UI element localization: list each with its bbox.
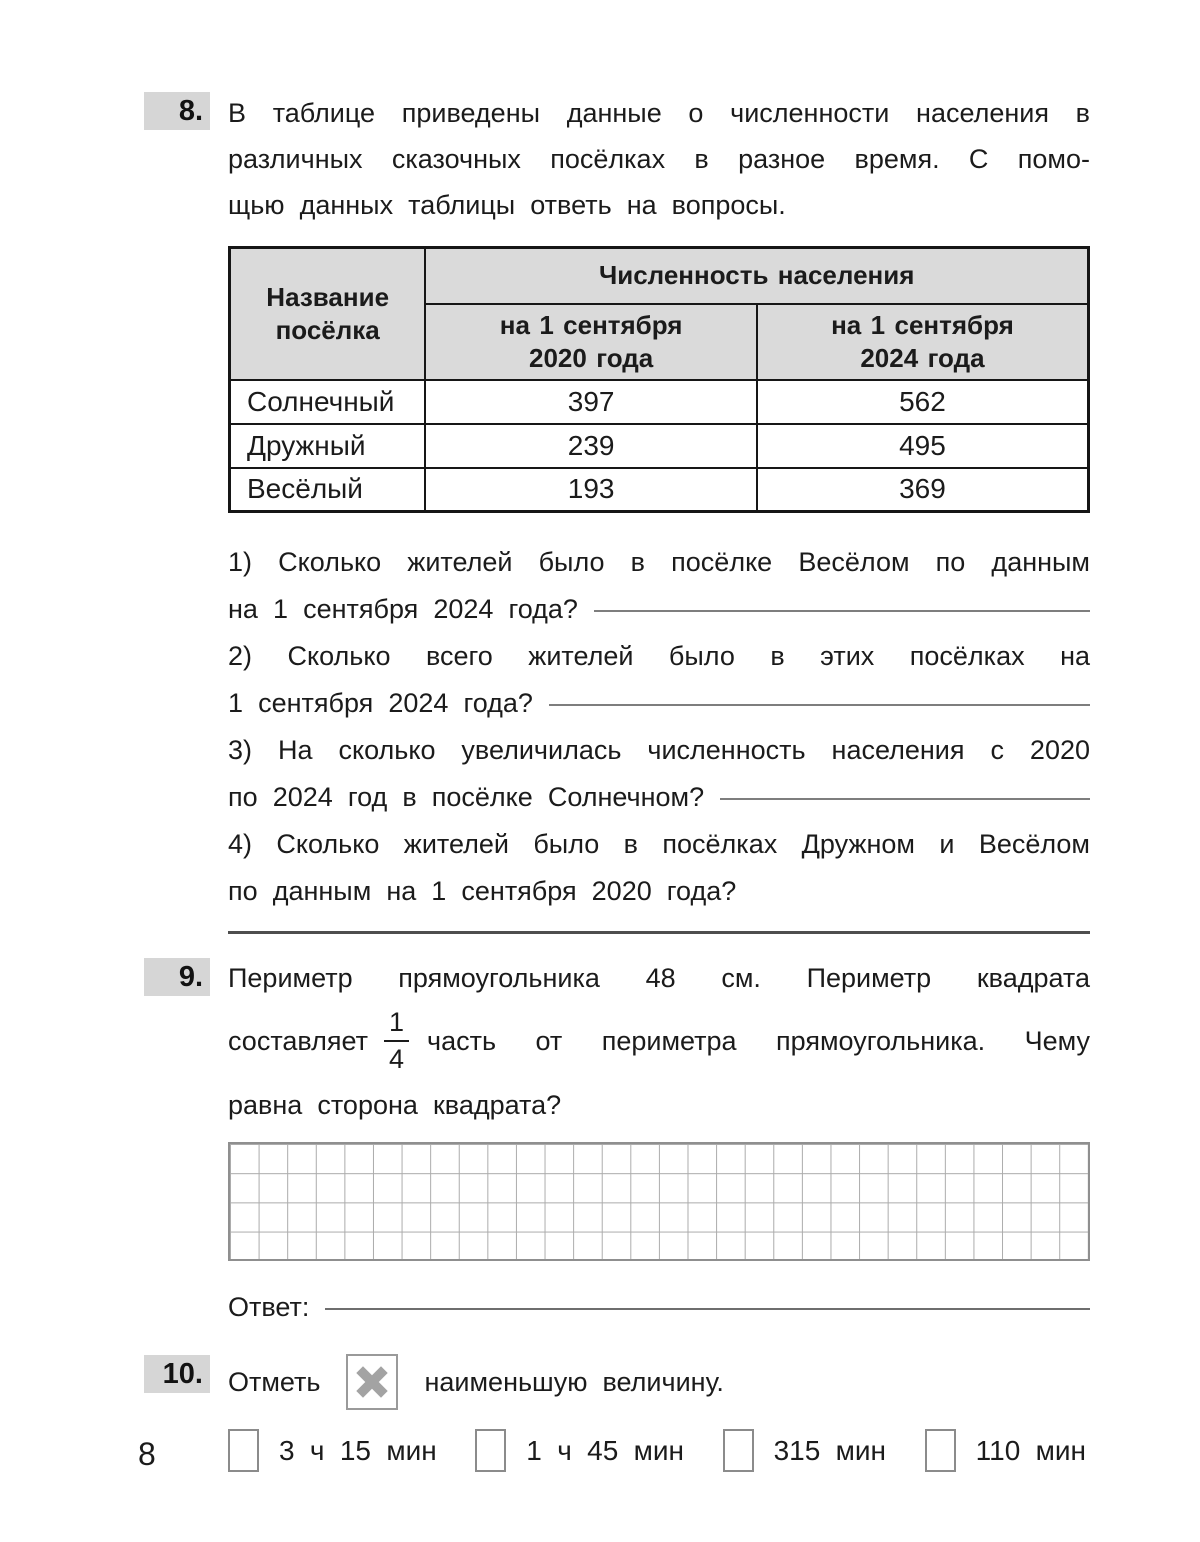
problem-10 (162, 1353, 1090, 1472)
header-text: Название (266, 281, 390, 312)
question-4-line: по данным на 1 сентября 2020 года? (228, 876, 737, 906)
question-3-line: 3) На сколько увеличилась численность населения с 2020 (228, 735, 1090, 765)
question-1-answer-row (228, 586, 1090, 633)
population-2024-cell: 495 (757, 424, 1089, 468)
option-checkbox[interactable] (723, 1429, 754, 1472)
statement-line: различных сказочных посёлках в разное время. С помо- (228, 144, 1090, 174)
answer-blank-line[interactable] (325, 1308, 1090, 1310)
statement-line: равна сторона квадрата? (228, 1090, 562, 1120)
table-body (230, 380, 1089, 512)
village-name-cell: Весёлый (230, 468, 426, 512)
statement-line-with-fraction (228, 1000, 1090, 1082)
table-header-2024 (757, 304, 1089, 380)
option-item (723, 1429, 886, 1472)
option-label: 110 мин (975, 1434, 1086, 1466)
fraction-one-fourth (384, 1009, 409, 1073)
x-cross-icon (353, 1363, 391, 1401)
option-checkbox[interactable] (228, 1429, 259, 1472)
header-text: на 1 сентября (831, 309, 1014, 340)
question-2-line: 2) Сколько всего жителей было в этих посёлках на (228, 641, 1090, 671)
prompt-text: Отметь (228, 1366, 321, 1397)
option-checkbox[interactable] (925, 1429, 956, 1472)
option-label: 1 ч 45 мин (526, 1434, 684, 1466)
question-4-line: 4) Сколько жителей было в посёлках Дружном и Весёлом (228, 829, 1090, 859)
option-checkbox[interactable] (475, 1429, 506, 1472)
header-text: посёлка (275, 314, 380, 345)
population-table (228, 246, 1090, 513)
problem-8-questions (228, 539, 1090, 934)
statement-line: В таблице приведены данные о численности населения в (228, 98, 1090, 128)
problem-8-number-badge: 8. (144, 92, 210, 130)
question-3-line: по 2024 год в посёлке Солнечном? (228, 782, 705, 812)
question-2-answer-row (228, 680, 1090, 727)
statement-text: составляет (228, 1025, 368, 1056)
question-3-answer-row (228, 774, 1090, 821)
checked-box-sample (346, 1354, 398, 1410)
problem-10-prompt (228, 1353, 1090, 1411)
header-text: 2024 года (860, 342, 985, 373)
problem-10-number-badge: 10. (144, 1355, 210, 1393)
option-label: 315 мин (773, 1434, 887, 1466)
option-label: 3 ч 15 мин (279, 1434, 437, 1466)
option-item (228, 1429, 437, 1472)
population-2020-cell: 239 (425, 424, 757, 468)
table-header-2020 (425, 304, 757, 380)
population-2024-cell: 562 (757, 380, 1089, 424)
population-2020-cell: 193 (425, 468, 757, 512)
fraction-numerator: 1 (384, 1009, 409, 1042)
option-item (925, 1429, 1086, 1472)
problem-8 (178, 90, 1090, 934)
header-text: на 1 сентября (499, 309, 683, 340)
table-row (230, 380, 1089, 424)
table-row (230, 424, 1089, 468)
table-row (230, 468, 1089, 512)
table-header-population: Численность населения (425, 248, 1088, 304)
table-header-village-name (230, 248, 426, 380)
statement-text: часть от периметра прямоугольника. Чему (427, 1025, 1090, 1056)
village-name-cell: Солнечный (230, 380, 426, 424)
problem-9-answer-row (228, 1287, 1090, 1327)
working-grid-area[interactable] (228, 1142, 1090, 1261)
answer-blank-line[interactable] (549, 704, 1090, 706)
answer-blank-line[interactable] (228, 931, 1090, 934)
answer-blank-line[interactable] (720, 798, 1090, 800)
answer-blank-line[interactable] (594, 610, 1090, 612)
fraction-denominator: 4 (388, 1044, 405, 1074)
option-item (475, 1429, 684, 1472)
statement-line: щью данных таблицы ответь на вопросы. (228, 190, 786, 220)
population-2020-cell: 397 (425, 380, 757, 424)
answer-label: Ответ: (228, 1292, 310, 1322)
village-name-cell: Дружный (230, 424, 426, 468)
options-row (228, 1429, 1090, 1472)
prompt-text: наименьшую величину. (424, 1366, 724, 1397)
question-1-line: 1) Сколько жителей было в посёлке Весёлом по данным (228, 547, 1090, 577)
population-2024-cell: 369 (757, 468, 1089, 512)
problem-8-statement (228, 90, 1090, 228)
statement-line: Периметр прямоугольника 48 см. Периметр квадрата (228, 963, 1090, 993)
question-2-line: 1 сентября 2024 года? (228, 688, 533, 718)
problem-9-number-badge: 9. (144, 958, 210, 996)
page-number: 8 (138, 1436, 156, 1472)
problem-9 (178, 956, 1090, 1327)
header-text: 2020 года (529, 342, 654, 373)
page-content (162, 0, 1090, 1472)
question-1-line: на 1 сентября 2024 года? (228, 594, 578, 624)
